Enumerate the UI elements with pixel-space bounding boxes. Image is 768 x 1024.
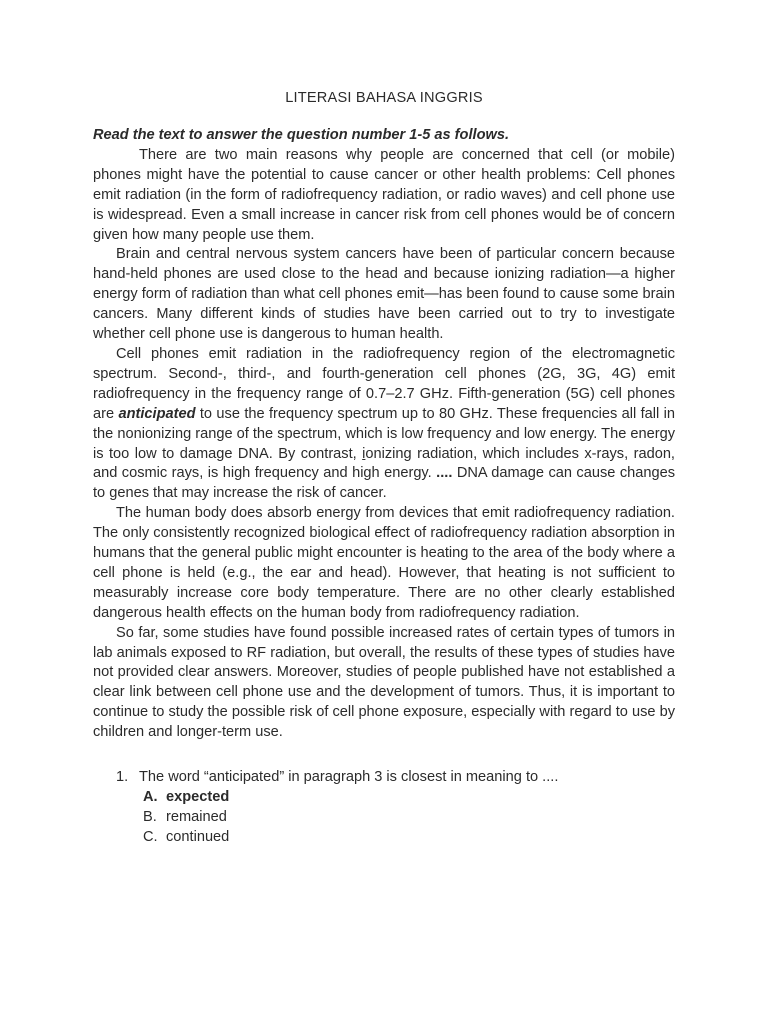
paragraph-3-part-3: onizing radiation, which includes x-rays, radon, and cosmic rays, is high frequency and high energy. [93,445,675,482]
option-text: continued [166,828,230,845]
answer-options [93,788,675,848]
paragraph-3-part-4: DNA damage can cause changes to genes that may increase the risk of cancer. [93,465,675,502]
underlined-letter: i [362,445,366,462]
paragraph-3-part-1: Cell phones emit radiation in the radiofrequency region of the electromagnetic spectrum. Second-, third-, and fourth-generation cell phones (2G, 3G, 4G) emit radiofrequency in the frequency range of 0.7–2.7 GHz. Fifth-generation (5G) cell phones are [93,345,675,422]
option-text: expected [166,789,230,805]
option-letter: B. [143,808,157,825]
paragraph-4: The human body does absorb energy from devices that emit radiofrequency radiation. The only consistently recognized biological effect of radiofrequency radiation absorption in humans that the general public might encounter is heating to the area of the body where a cell phone is held (e.g., the ear and head). However, that heating is not sufficient to measurably increase core body temperature. There are no other clearly established dangerous health effects on the human body from radiofrequency radiation. [93,505,675,621]
paragraph-1: There are two main reasons why people are concerned that cell (or mobile) phones might have the potential to cause cancer or other health problems: Cell phones emit radiation (in the form of radiofrequency radiation, or radio waves) and cell phone use is widespread. Even a small increase in cancer risk from cell phones would be of concern given how many people use them. [93,146,675,243]
option-b[interactable] [93,808,675,828]
question-number: 1. [116,769,129,786]
option-a[interactable] [93,788,675,808]
question-text: The word “anticipated” in paragraph 3 is closest in meaning to .... [139,769,559,786]
reading-instruction: Read the text to answer the question number 1-5 as follows. [93,127,510,143]
question-list [93,768,675,848]
document-title: LITERASI BAHASA INGGRIS [285,90,483,106]
paragraph-5: So far, some studies have found possible increased rates of certain types of tumors in lab animals exposed to RF radiation, but overall, the results of these types of studies have not provided clear answers. Moreover, studies of people published have not established a clear link between cell phone use and the development of tumors. Thus, it is important to continue to study the possible risk of cell phone exposure, especially with regard to use by children and longer-term use. [93,624,675,741]
question-1 [93,768,675,788]
paragraph-3-part-2: to use the frequency spectrum up to 80 GHz. These frequencies all fall in the nonionizing range of the spectrum, which is low frequency and low energy. The energy is too low to damage DNA. By contrast, [93,405,675,462]
option-letter: A. [143,789,158,805]
keyword-anticipated: anticipated [118,405,196,422]
paragraph-3 [93,345,675,504]
paragraph-2: Brain and central nervous system cancers have been of particular concern because hand-held phones are used close to the head and because ionizing radiation—a higher energy form of radiation than what cell phones emit—has been found to cause some brain cancers. Many different kinds of studies have been carried out to try to investigate whether cell phone use is dangerous to human health. [93,246,675,343]
document-page [93,88,675,848]
option-text: remained [166,808,227,825]
option-letter: C. [143,828,158,845]
option-c[interactable] [93,828,675,848]
missing-sentence-blank: .... [436,465,453,482]
